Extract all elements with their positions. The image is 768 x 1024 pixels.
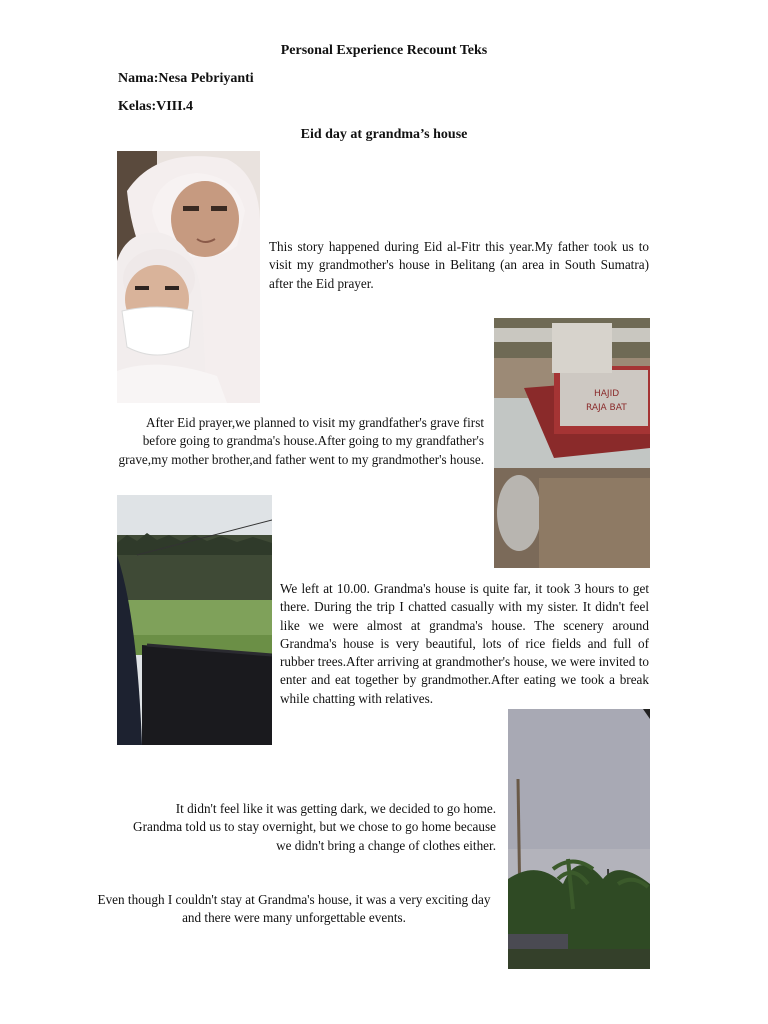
selfie-photo — [117, 151, 260, 403]
document-title: Personal Experience Recount Teks — [280, 43, 488, 58]
story-title: Eid day at grandma’s house — [300, 127, 468, 142]
svg-text:RAJA BAT: RAJA BAT — [586, 403, 627, 413]
paragraph-grave-visit: After Eid prayer,we planned to visit my grandfather's grave first before going to grandma's house.After going to my grandfather's grave,my mother brother,and father went to my grandmother's house. — [118, 415, 484, 467]
paragraph-trip-start: This story happened during Eid al-Fitr this year.My father took us to visit my grandmother's house in Belitang (an area in South Sumatra) after the Eid prayer. — [269, 239, 649, 291]
paragraph-conclusion: Even though I couldn't stay at Grandma's house, it was a very exciting day and there were many unforgettable events. — [97, 892, 491, 926]
car-window-rice-field-photo — [117, 495, 272, 745]
paragraph-going-home: It didn't feel like it was getting dark, we decided to go home. Grandma told us to stay overnight, but we chose to go home because we didn't bring a change of clothes either. — [133, 801, 496, 853]
grave-photo — [494, 318, 650, 568]
student-name: Nama:Nesa Pebriyanti — [118, 71, 254, 86]
svg-text:HAJID: HAJID — [594, 389, 620, 399]
paragraph-journey: We left at 10.00. Grandma's house is quite far, it took 3 hours to get there. During the trip I chatted casually with my sister. It didn't feel like we were almost at grandma's house. The scenery around Grandma's house is very beautiful, lots of rice fields and full of rubber trees.After arriving at grandmother's house, we were invited to enter and eat together by grandmother.After eating we took a break while chatting with relatives. — [280, 581, 649, 706]
student-class: Kelas:VIII.4 — [118, 99, 194, 114]
dusk-palm-trees-photo — [508, 709, 650, 969]
